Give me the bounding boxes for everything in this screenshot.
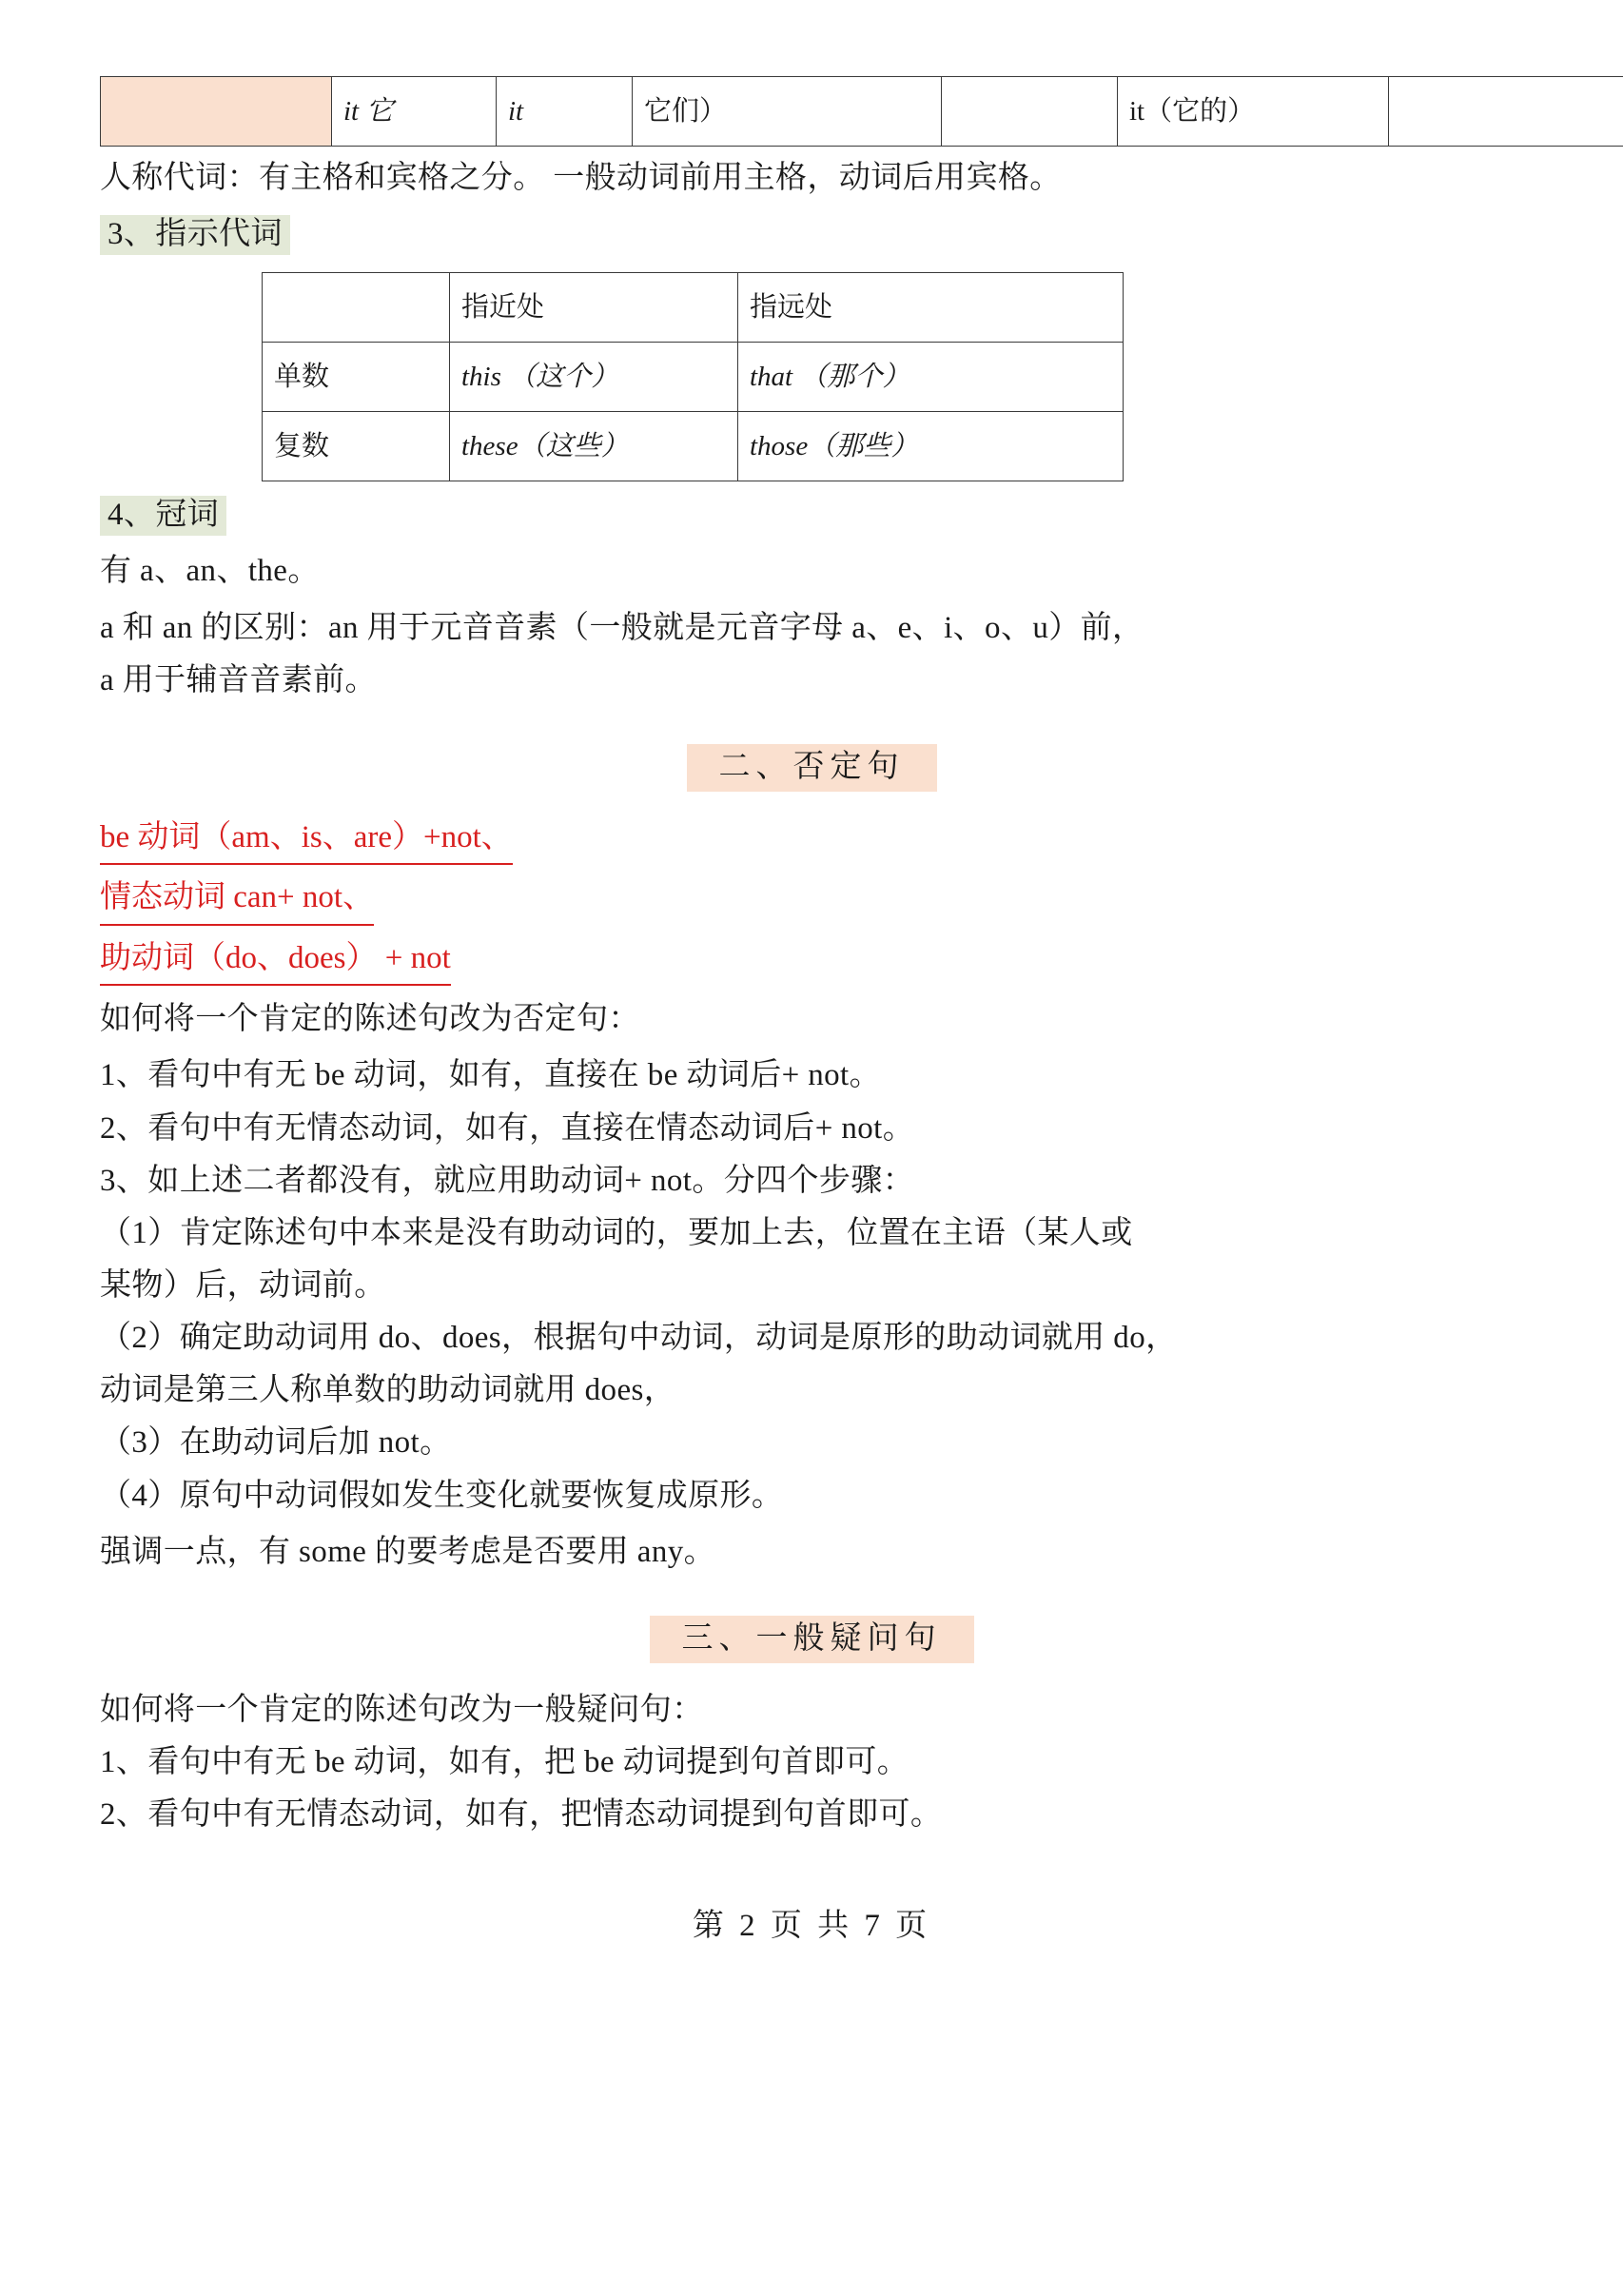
negation-step-3-1b: 某物）后，动词前。 xyxy=(100,1268,386,1304)
negation-step-3-1a: （1）肯定陈述句中本来是没有助动词的，要加上去，位置在主语（某人或 xyxy=(100,1215,1133,1250)
section-three-heading xyxy=(100,1613,1523,1658)
demonstrative-table-wrap xyxy=(262,272,1523,481)
section-4-title-text: 4、冠词 xyxy=(100,496,226,536)
negation-rule-modal-text: 情态动词 can+ not、 xyxy=(100,874,374,926)
table-row xyxy=(263,343,1124,412)
cell-empty-mid xyxy=(942,77,1118,147)
negation-intro: 如何将一个肯定的陈述句改为否定句： xyxy=(100,1002,640,1037)
question-intro: 如何将一个肯定的陈述句改为一般疑问句： xyxy=(100,1692,704,1727)
question-step-2: 2、看句中有无情态动词，如有，把情态动词提到句首即可。 xyxy=(100,1797,943,1833)
demonstrative-pronoun-table xyxy=(262,272,1124,481)
cell-those: those（那些） xyxy=(738,412,1124,481)
negation-step-3-3: （3）在助动词后加 not。 xyxy=(100,1425,452,1461)
negation-rule-modal xyxy=(100,874,1523,926)
cell-it-object: it xyxy=(497,77,633,147)
negation-step-2: 2、看句中有无情态动词，如有，直接在情态动词后+ not。 xyxy=(100,1110,915,1146)
table-row xyxy=(263,273,1124,343)
negation-rule-auxiliary-text: 助动词（do、does） + not xyxy=(100,935,451,987)
negation-rule-be xyxy=(100,814,1523,866)
pronoun-note: 人称代词：有主格和宾格之分。 一般动词前用主格，动词后用宾格。 xyxy=(100,161,1062,195)
section-two-heading-text: 二、否定句 xyxy=(687,744,937,792)
negation-rule-auxiliary xyxy=(100,935,1523,987)
section-3-title xyxy=(100,210,1523,259)
header-far: 指远处 xyxy=(738,273,1124,343)
article-line-2: a 和 an 的区别：an 用于元音音素（一般就是元音字母 a、e、i、o、u）前， xyxy=(100,610,1144,645)
personal-pronoun-table xyxy=(100,76,1623,147)
section-4-title xyxy=(100,491,1523,540)
section-two-heading xyxy=(100,741,1523,786)
row-plural-label: 复数 xyxy=(263,412,450,481)
cell-its-possessive: it（它的） xyxy=(1118,77,1389,147)
article-line-1: 有 a、an、the。 xyxy=(100,554,320,589)
cell-empty-left xyxy=(101,77,332,147)
cell-empty-right xyxy=(1389,77,1623,147)
negation-step-3-2a: （2）确定助动词用 do、does，根据句中动词，动词是原形的助动词就用 do， xyxy=(100,1321,1178,1356)
section-three-heading-text: 三、一般疑问句 xyxy=(650,1616,974,1663)
negation-rule-be-text: be 动词（am、is、are）+not、 xyxy=(100,814,513,866)
header-corner xyxy=(263,273,450,343)
cell-this: this （这个） xyxy=(450,343,738,412)
table-row xyxy=(263,412,1124,481)
negation-step-1: 1、看句中有无 be 动词，如有，直接在 be 动词后+ not。 xyxy=(100,1058,882,1093)
cell-they-plural: 它们） xyxy=(633,77,942,147)
negation-step-3-2b: 动词是第三人称单数的助动词就用 does， xyxy=(100,1373,676,1408)
row-singular-label: 单数 xyxy=(263,343,450,412)
question-step-1: 1、看句中有无 be 动词，如有，把 be 动词提到句首即可。 xyxy=(100,1745,909,1780)
negation-step-3-4: （4）原句中动词假如发生变化就要恢复成原形。 xyxy=(100,1478,784,1513)
negation-emphasis: 强调一点，有 some 的要考虑是否要用 any。 xyxy=(100,1534,716,1569)
section-3-title-text: 3、指示代词 xyxy=(100,215,290,255)
header-near: 指近处 xyxy=(450,273,738,343)
article-line-3: a 用于辅音音素前。 xyxy=(100,662,377,697)
table-row xyxy=(101,77,1623,147)
cell-that: that （那个） xyxy=(738,343,1124,412)
cell-it-subject: it 它 xyxy=(332,77,497,147)
cell-these: these（这些） xyxy=(450,412,738,481)
negation-step-3: 3、如上述二者都没有，就应用助动词+ not。分四个步骤： xyxy=(100,1163,915,1198)
page-footer: 第 2 页 共 7 页 xyxy=(692,1909,931,1944)
